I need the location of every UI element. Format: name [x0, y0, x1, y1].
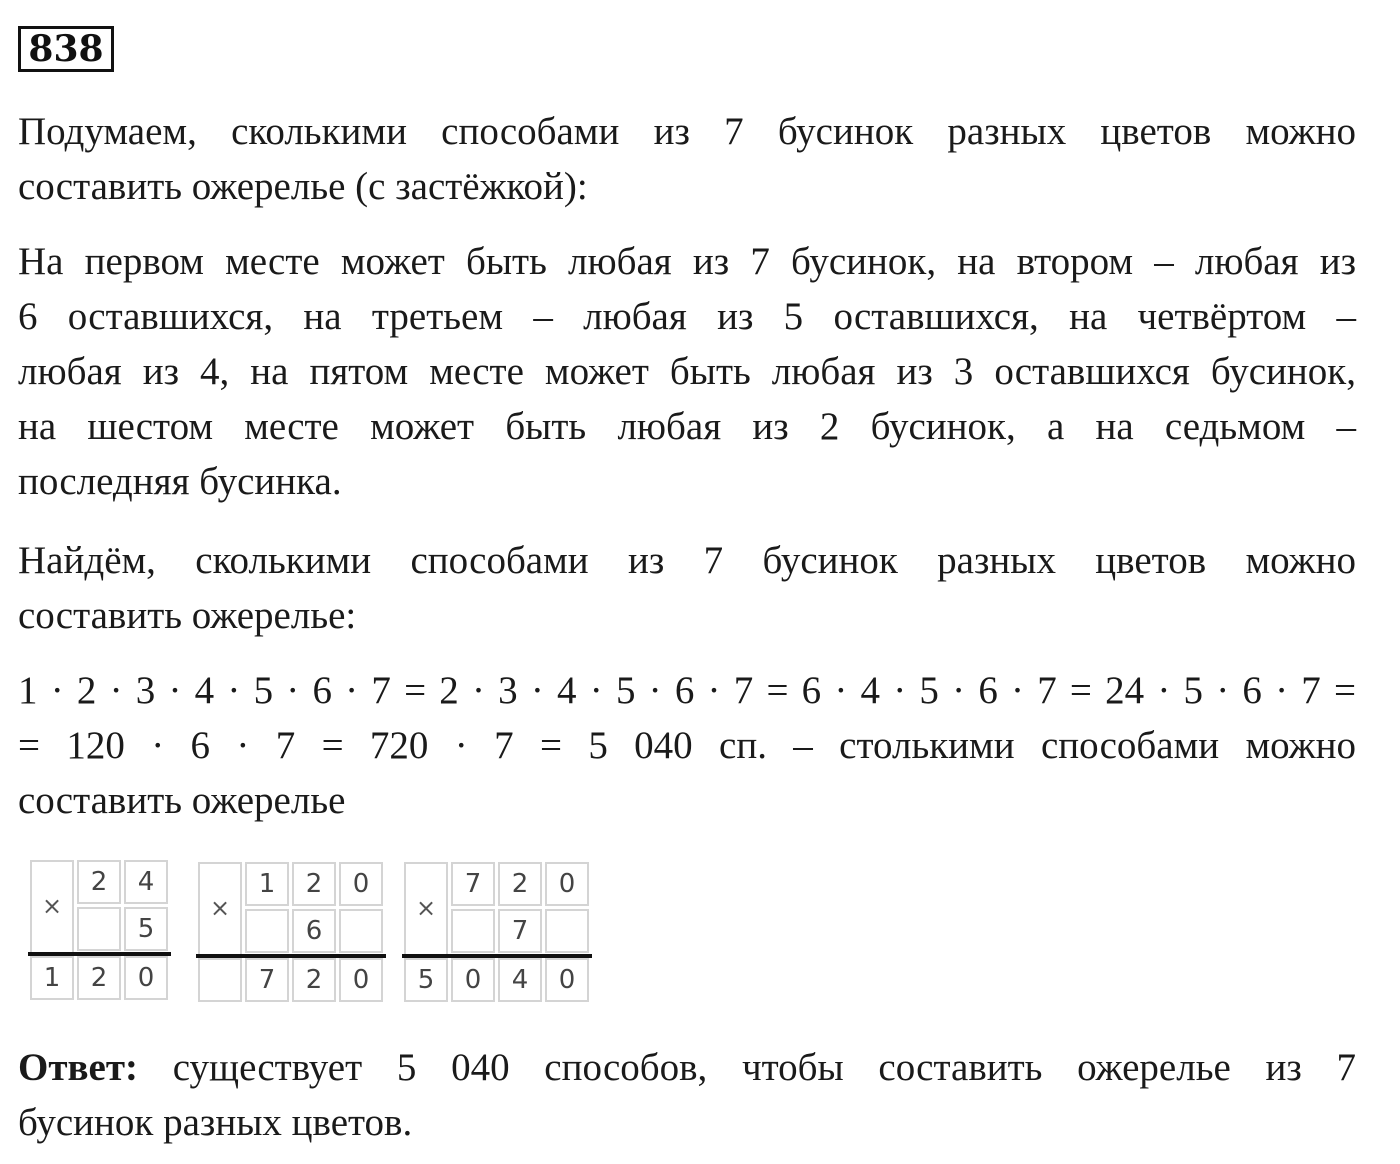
- digit-cell: 5: [124, 907, 168, 951]
- digit-cell: [245, 909, 289, 953]
- intro-line: составить ожерелье (с застёжкой):: [18, 165, 588, 208]
- digit-cell: 0: [339, 862, 383, 906]
- multiply-sign: ×: [30, 860, 74, 952]
- intro-line: Подумаем, сколькими способами из 7 бусинок разных цветов можно: [18, 110, 1356, 153]
- find-paragraph: [18, 533, 1356, 643]
- digit-cell: 4: [124, 860, 168, 904]
- digit-cell: 7: [451, 862, 495, 906]
- digit-cell: 2: [77, 956, 121, 1000]
- answer-label: Ответ:: [18, 1046, 139, 1089]
- digit-cell: [451, 909, 495, 953]
- digit-cell: [545, 909, 589, 953]
- reasoning-line: на шестом месте может быть любая из 2 бусинок, а на седьмом –: [18, 405, 1356, 448]
- digit-cell: 1: [30, 956, 74, 1000]
- computation-paragraph: [18, 663, 1356, 828]
- answer-line: [18, 1040, 1356, 1095]
- digit-cell: [339, 909, 383, 953]
- digit-cell: 2: [292, 958, 336, 1002]
- digit-cell: 7: [498, 909, 542, 953]
- digit-cell: 0: [545, 958, 589, 1002]
- task-number: 838: [18, 26, 114, 72]
- computation-line: составить ожерелье: [18, 779, 346, 822]
- reasoning-line: На первом месте может быть любая из 7 бусинок, на втором – любая из: [18, 240, 1356, 283]
- reasoning-paragraph: [18, 234, 1356, 509]
- digit-cell: 1: [245, 862, 289, 906]
- computation-line: = 120 · 6 · 7 = 720 · 7 = 5 040 сп. – столькими способами можно: [18, 724, 1356, 767]
- multiply-sign: ×: [198, 862, 242, 954]
- digit-cell: 0: [124, 956, 168, 1000]
- answer-paragraph: [18, 1040, 1356, 1150]
- digit-cell: 0: [451, 958, 495, 1002]
- multiply-sign: ×: [404, 862, 448, 954]
- digit-cell: [198, 958, 242, 1002]
- digit-cell: 0: [339, 958, 383, 1002]
- digit-cell: 4: [498, 958, 542, 1002]
- digit-cell: 0: [545, 862, 589, 906]
- find-line: Найдём, сколькими способами из 7 бусинок разных цветов можно: [18, 539, 1356, 582]
- answer-text: существует 5 040 способов, чтобы составить ожерелье из 7: [172, 1046, 1357, 1089]
- digit-cell: [77, 907, 121, 951]
- digit-cell: 2: [292, 862, 336, 906]
- find-line: составить ожерелье:: [18, 594, 357, 637]
- computation-line: 1 · 2 · 3 · 4 · 5 · 6 · 7 = 2 · 3 · 4 · 5 · 6 · 7 = 6 · 4 · 5 · 6 · 7 = 24 · 5 · 6 · 7 =: [18, 669, 1356, 712]
- reasoning-line: 6 оставшихся, на третьем – любая из 5 оставшихся, на четвёртом –: [18, 295, 1356, 338]
- digit-cell: 7: [245, 958, 289, 1002]
- digit-cell: 2: [498, 862, 542, 906]
- digit-cell: 6: [292, 909, 336, 953]
- reasoning-line: любая из 4, на пятом месте может быть любая из 3 оставшихся бусинок,: [18, 350, 1356, 393]
- answer-line: бусинок разных цветов.: [18, 1101, 413, 1144]
- digit-cell: 2: [77, 860, 121, 904]
- digit-cell: 5: [404, 958, 448, 1002]
- reasoning-line: последняя бусинка.: [18, 460, 342, 503]
- intro-paragraph: [18, 104, 1356, 214]
